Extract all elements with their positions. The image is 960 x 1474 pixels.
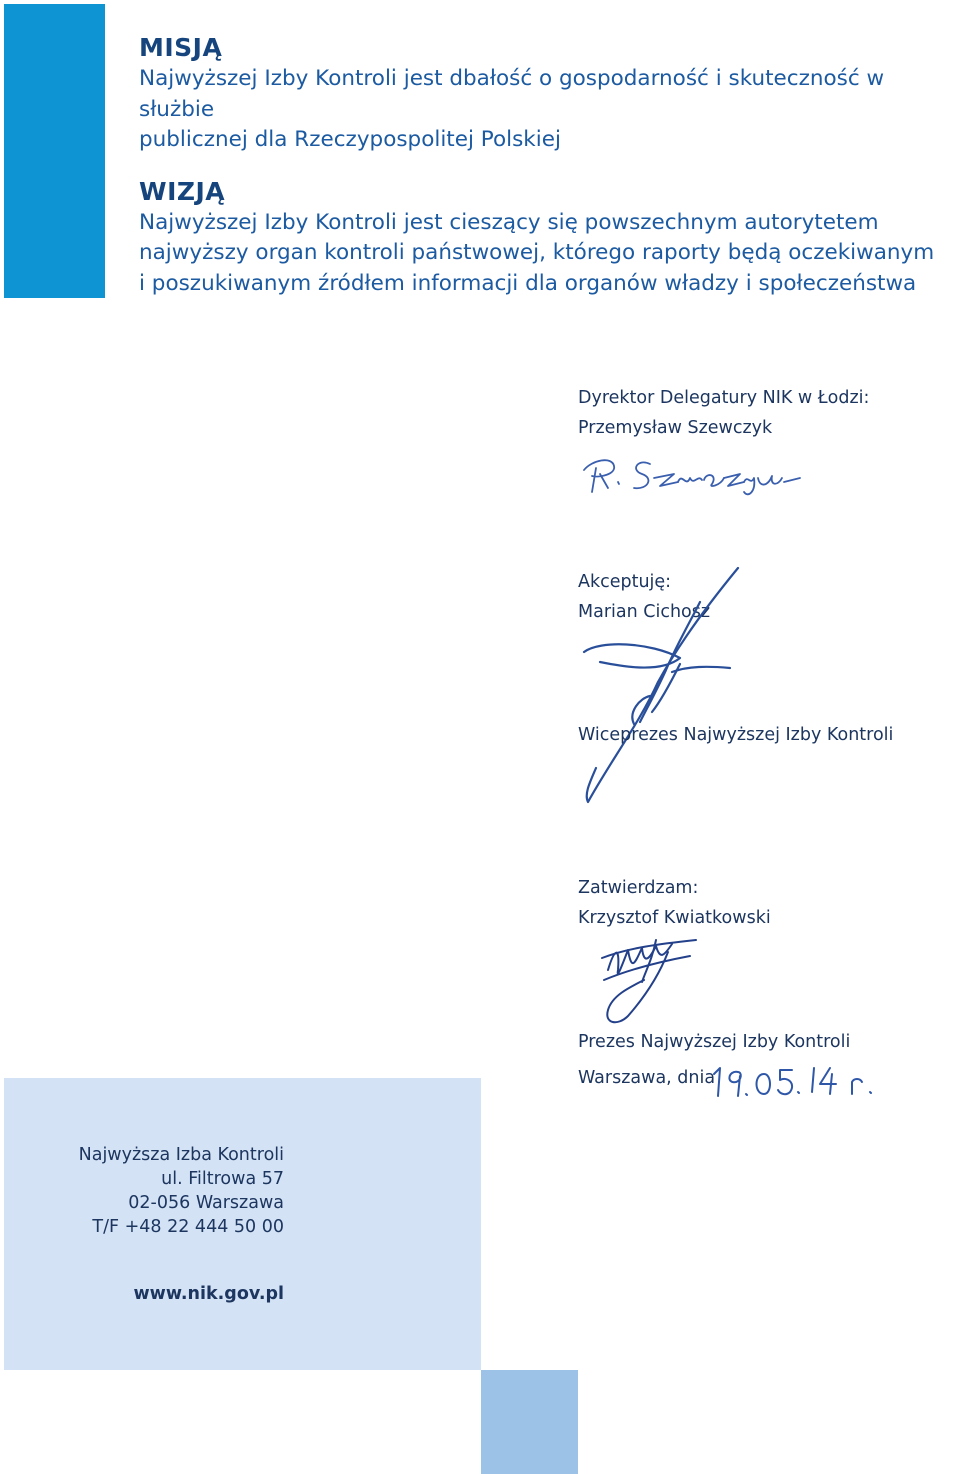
approve-label: Zatwierdzam: bbox=[578, 878, 699, 898]
president-signature bbox=[598, 930, 708, 1030]
director-block bbox=[578, 383, 869, 443]
vision-text bbox=[139, 208, 949, 300]
accept-label: Akceptuję: bbox=[578, 572, 672, 592]
vision-line: najwyższy organ kontroli państwowej, którego raporty będą oczekiwanym bbox=[139, 240, 935, 265]
address-phone: T/F +48 22 444 50 00 bbox=[92, 1217, 284, 1237]
place-date-label: Warszawa, dnia bbox=[578, 1068, 716, 1088]
vice-president-signature bbox=[580, 562, 750, 812]
approve-name: Krzysztof Kwiatkowski bbox=[578, 908, 771, 928]
president-title: Prezes Najwyższej Izby Kontroli bbox=[578, 1032, 851, 1052]
director-role: Dyrektor Delegatury NIK w Łodzi: bbox=[578, 388, 870, 408]
vice-president-title: Wiceprezes Najwyższej Izby Kontroli bbox=[578, 725, 894, 745]
address-org: Najwyższa Izba Kontroli bbox=[78, 1145, 284, 1165]
address-city: 02-056 Warszawa bbox=[128, 1193, 284, 1213]
handwritten-date bbox=[710, 1062, 880, 1106]
mission-block bbox=[139, 32, 949, 156]
website-link[interactable]: www.nik.gov.pl bbox=[133, 1284, 284, 1304]
address-block bbox=[79, 1143, 284, 1239]
accent-square bbox=[481, 1370, 578, 1474]
blue-accent-bar bbox=[4, 4, 105, 298]
director-name: Przemysław Szewczyk bbox=[578, 418, 773, 438]
address-street: ul. Filtrowa 57 bbox=[161, 1169, 284, 1189]
mission-line: Najwyższej Izby Kontroli jest dbałość o gospodarność i skuteczność w służbie bbox=[139, 66, 885, 122]
approve-block bbox=[578, 873, 771, 933]
vision-line: Najwyższej Izby Kontroli jest cieszący się powszechnym autorytetem bbox=[139, 209, 879, 235]
director-signature bbox=[578, 452, 808, 504]
accept-name: Marian Cichosz bbox=[578, 602, 711, 622]
vision-block bbox=[139, 176, 949, 300]
mission-vision-section bbox=[139, 32, 949, 299]
mission-text bbox=[139, 64, 949, 156]
mission-heading: MISJĄ bbox=[139, 33, 223, 62]
mission-line: publicznej dla Rzeczypospolitej Polskiej bbox=[139, 127, 561, 152]
vision-heading: WIZJĄ bbox=[139, 176, 226, 206]
vision-line: i poszukiwanym źródłem informacji dla organów władzy i społeczeństwa bbox=[139, 270, 917, 296]
